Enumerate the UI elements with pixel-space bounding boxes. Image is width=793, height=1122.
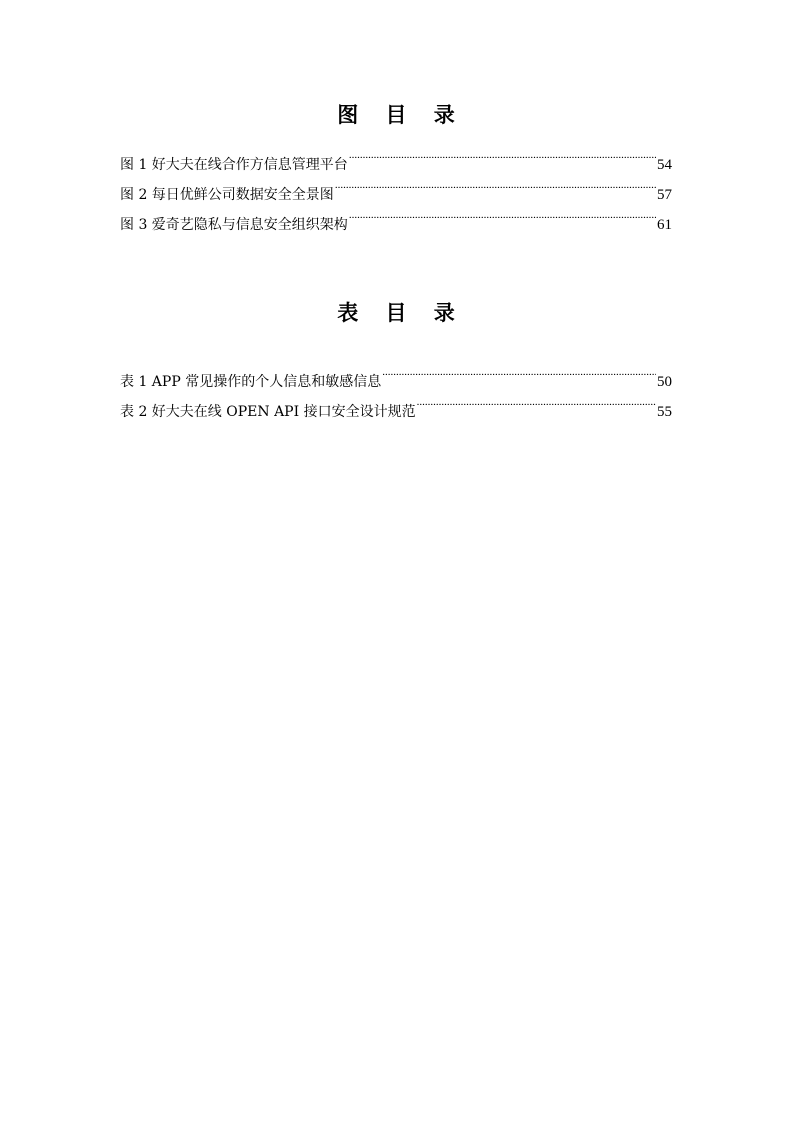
table-toc-entry[interactable] <box>120 356 672 390</box>
toc-dot-leader <box>382 356 656 386</box>
toc-page-number: 55 <box>657 404 672 420</box>
toc-dot-leader <box>349 139 656 169</box>
toc-dot-leader <box>349 199 656 229</box>
figure-toc-section <box>120 100 672 233</box>
toc-page-number: 50 <box>657 374 672 390</box>
toc-entry-label: 表 1 APP 常见操作的个人信息和敏感信息 <box>120 374 382 390</box>
toc-entry-label: 图 3 爱奇艺隐私与信息安全组织架构 <box>120 217 348 233</box>
toc-dot-leader <box>417 386 656 416</box>
table-toc-title: 表 目 录 <box>337 301 465 325</box>
toc-entry-label: 表 2 好大夫在线 OPEN API 接口安全设计规范 <box>120 404 416 420</box>
figure-toc-title: 图 目 录 <box>337 103 465 127</box>
toc-dot-leader <box>335 169 656 199</box>
figure-toc-entry[interactable] <box>120 139 672 173</box>
toc-entry-label: 图 2 每日优鲜公司数据安全全景图 <box>120 187 334 203</box>
table-toc-list <box>120 356 672 420</box>
toc-page-number: 57 <box>657 187 672 203</box>
table-toc-section <box>120 298 672 420</box>
toc-page-number: 61 <box>657 217 672 233</box>
toc-page-number: 54 <box>657 157 672 173</box>
figure-toc-list <box>120 139 672 233</box>
toc-entry-label: 图 1 好大夫在线合作方信息管理平台 <box>120 157 348 173</box>
